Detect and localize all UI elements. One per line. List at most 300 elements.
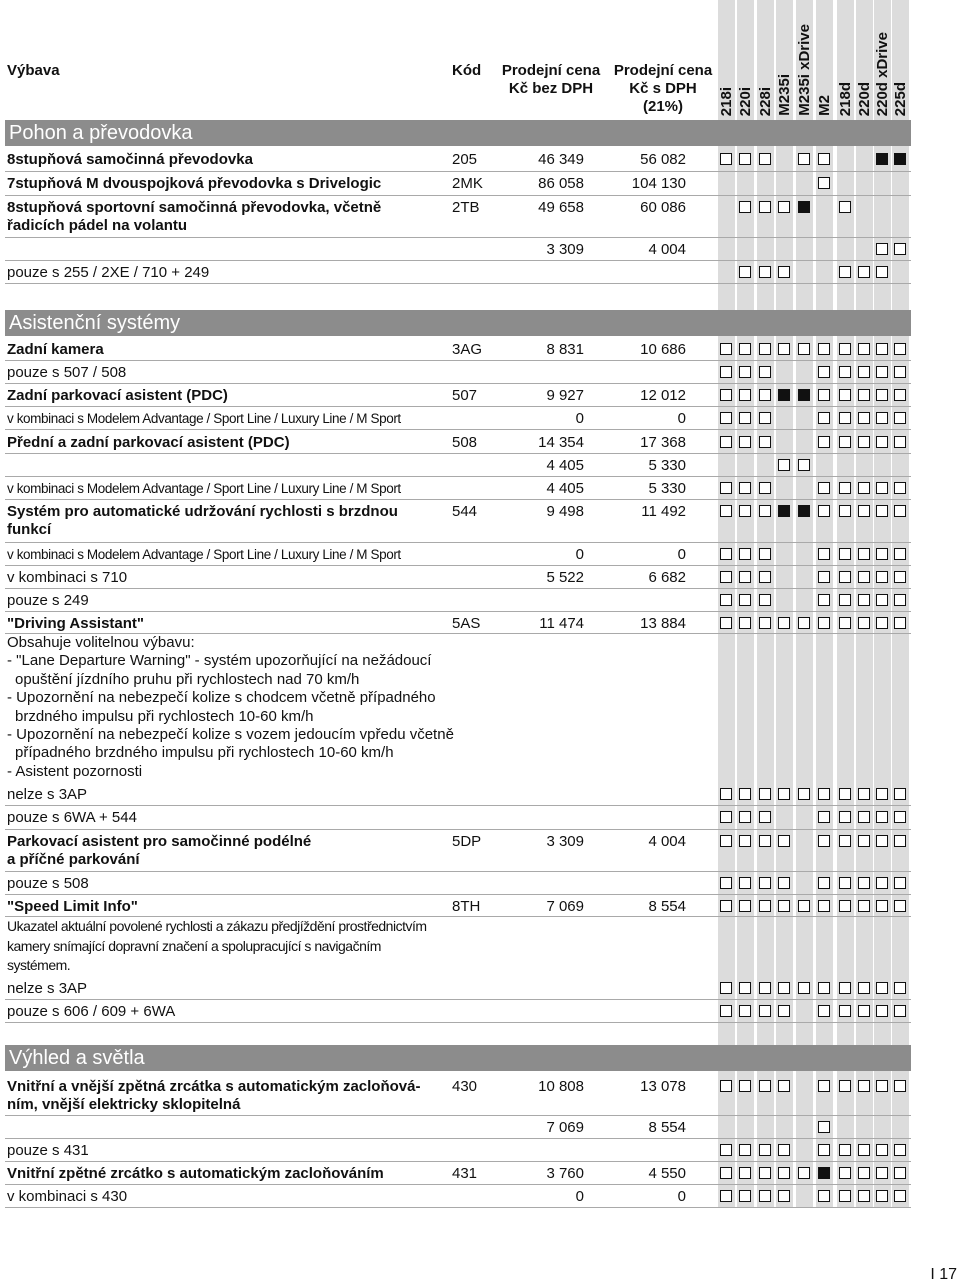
optional-equipment-marker xyxy=(894,389,906,401)
row-label-line1: pouze s 249 xyxy=(7,592,89,609)
table-row xyxy=(5,1162,911,1185)
optional-equipment-marker xyxy=(759,266,771,278)
row-price-without-vat: 5 522 xyxy=(546,569,584,586)
optional-equipment-marker xyxy=(739,343,751,355)
optional-equipment-marker xyxy=(818,900,830,912)
optional-equipment-marker xyxy=(894,482,906,494)
optional-equipment-marker xyxy=(858,594,870,606)
table-row xyxy=(5,261,911,284)
optional-equipment-marker xyxy=(759,571,771,583)
row-divider xyxy=(5,283,911,284)
optional-equipment-marker xyxy=(720,617,732,629)
table-row xyxy=(5,1075,911,1116)
row-label-line1: nelze s 3AP xyxy=(7,786,88,803)
optional-equipment-marker xyxy=(858,877,870,889)
optional-equipment-marker xyxy=(876,389,888,401)
optional-equipment-marker xyxy=(818,412,830,424)
row-price-with-vat: 12 012 xyxy=(640,387,686,404)
table-row xyxy=(5,148,911,172)
row-label xyxy=(7,875,89,893)
optional-equipment-marker xyxy=(876,982,888,994)
row-label xyxy=(7,809,137,827)
optional-equipment-marker xyxy=(818,811,830,823)
row-price-with-vat: 104 130 xyxy=(631,175,686,192)
optional-equipment-marker xyxy=(876,594,888,606)
standard-equipment-marker xyxy=(894,153,906,165)
optional-equipment-marker xyxy=(778,201,790,213)
optional-equipment-marker xyxy=(720,594,732,606)
row-code: 5AS xyxy=(452,615,481,632)
optional-equipment-marker xyxy=(839,366,851,378)
optional-equipment-marker xyxy=(720,811,732,823)
row-code: 431 xyxy=(452,1165,478,1182)
optional-equipment-marker xyxy=(876,266,888,278)
row-label-line1: Vnitřní zpětné zrcátko s automatickým zacloňováním xyxy=(7,1165,384,1182)
optional-equipment-marker xyxy=(778,343,790,355)
optional-equipment-marker xyxy=(798,153,810,165)
optional-equipment-marker xyxy=(739,571,751,583)
optional-equipment-marker xyxy=(839,788,851,800)
optional-equipment-marker xyxy=(739,788,751,800)
standard-equipment-marker xyxy=(818,1167,830,1179)
row-divider xyxy=(5,1022,911,1023)
driving-assistant-description xyxy=(7,634,454,781)
optional-equipment-marker xyxy=(876,366,888,378)
row-code: 8TH xyxy=(452,898,481,915)
model-label-text: 220d xyxy=(856,81,873,116)
optional-equipment-marker xyxy=(858,343,870,355)
optional-equipment-marker xyxy=(720,788,732,800)
optional-equipment-marker xyxy=(894,982,906,994)
optional-equipment-marker xyxy=(720,366,732,378)
optional-equipment-marker xyxy=(759,1080,771,1092)
optional-equipment-marker xyxy=(739,366,751,378)
optional-equipment-marker xyxy=(739,482,751,494)
optional-equipment-marker xyxy=(720,389,732,401)
optional-equipment-marker xyxy=(894,243,906,255)
optional-equipment-marker xyxy=(759,1005,771,1017)
optional-equipment-marker xyxy=(876,436,888,448)
row-label xyxy=(7,1142,89,1160)
row-price-without-vat: 11 474 xyxy=(539,615,584,632)
row-price-with-vat: 0 xyxy=(677,1188,686,1205)
optional-equipment-marker xyxy=(818,1144,830,1156)
optional-equipment-marker xyxy=(894,1144,906,1156)
optional-equipment-marker xyxy=(858,482,870,494)
row-label xyxy=(7,175,381,193)
optional-equipment-marker xyxy=(876,617,888,629)
table-row xyxy=(5,338,911,361)
row-label-line1: Vnitřní a vnější zpětná zrcátka s automatickým zacloňová- xyxy=(7,1078,421,1095)
header-price-without-vat xyxy=(498,62,604,98)
table-row xyxy=(5,566,911,589)
optional-equipment-marker xyxy=(858,1005,870,1017)
note-line: - "Lane Departure Warning" - systém upozorňující na nežádoucí xyxy=(7,652,432,670)
row-label-line1: Systém pro automatické udržování rychlosti s brzdnou xyxy=(7,503,398,520)
row-code: 3AG xyxy=(452,341,483,358)
optional-equipment-marker xyxy=(876,243,888,255)
optional-equipment-marker xyxy=(894,412,906,424)
optional-equipment-marker xyxy=(858,835,870,847)
optional-equipment-marker xyxy=(876,811,888,823)
model-label-text: 220i xyxy=(737,86,754,116)
optional-equipment-marker xyxy=(720,1144,732,1156)
optional-equipment-marker xyxy=(839,1167,851,1179)
row-label-line2: funkcí xyxy=(7,521,52,538)
optional-equipment-marker xyxy=(839,1190,851,1202)
row-price-without-vat: 9 927 xyxy=(546,387,584,404)
row-price-with-vat: 10 686 xyxy=(640,341,686,358)
optional-equipment-marker xyxy=(778,1080,790,1092)
table-row xyxy=(5,431,911,454)
optional-equipment-marker xyxy=(818,505,830,517)
optional-equipment-marker xyxy=(778,617,790,629)
optional-equipment-marker xyxy=(759,505,771,517)
optional-equipment-marker xyxy=(858,617,870,629)
optional-equipment-marker xyxy=(876,548,888,560)
optional-equipment-marker xyxy=(894,505,906,517)
optional-equipment-marker xyxy=(858,266,870,278)
row-label-line1: pouze s 6WA + 544 xyxy=(7,809,137,826)
optional-equipment-marker xyxy=(858,1080,870,1092)
optional-equipment-marker xyxy=(818,366,830,378)
table-row xyxy=(5,1116,911,1139)
header-price-with-vat-line3: (21%) xyxy=(642,98,683,115)
optional-equipment-marker xyxy=(720,982,732,994)
optional-equipment-marker xyxy=(759,788,771,800)
optional-equipment-marker xyxy=(818,1005,830,1017)
optional-equipment-marker xyxy=(720,1080,732,1092)
optional-equipment-marker xyxy=(894,1167,906,1179)
table-row xyxy=(5,977,911,1000)
optional-equipment-marker xyxy=(720,482,732,494)
row-label xyxy=(7,1188,127,1206)
optional-equipment-marker xyxy=(739,412,751,424)
optional-equipment-marker xyxy=(739,201,751,213)
row-price-with-vat: 5 330 xyxy=(648,457,686,474)
row-price-without-vat: 14 354 xyxy=(538,434,584,451)
optional-equipment-marker xyxy=(818,177,830,189)
optional-equipment-marker xyxy=(839,505,851,517)
optional-equipment-marker xyxy=(858,436,870,448)
row-label xyxy=(7,480,401,498)
optional-equipment-marker xyxy=(818,877,830,889)
optional-equipment-marker xyxy=(876,877,888,889)
row-price-without-vat: 0 xyxy=(575,546,584,563)
optional-equipment-marker xyxy=(720,900,732,912)
optional-equipment-marker xyxy=(720,571,732,583)
table-row xyxy=(5,1185,911,1208)
optional-equipment-marker xyxy=(759,900,771,912)
note-line: - Upozornění na nebezpečí kolize s vozem jedoucím vpředu včetně xyxy=(7,726,454,744)
row-code: 508 xyxy=(452,434,478,451)
optional-equipment-marker xyxy=(720,1167,732,1179)
table-row xyxy=(5,172,911,196)
row-divider xyxy=(5,429,911,430)
note-line: - Asistent pozornosti xyxy=(7,762,143,780)
optional-equipment-marker xyxy=(894,617,906,629)
row-label-line1: v kombinaci s Modelem Advantage / Sport Line / Luxury Line / M Sport xyxy=(7,411,401,426)
optional-equipment-marker xyxy=(739,266,751,278)
table-row xyxy=(5,361,911,384)
optional-equipment-marker xyxy=(759,1167,771,1179)
row-label-line1: v kombinaci s Modelem Advantage / Sport Line / Luxury Line / M Sport xyxy=(7,481,401,496)
optional-equipment-marker xyxy=(894,1005,906,1017)
optional-equipment-marker xyxy=(818,1121,830,1133)
row-price-without-vat: 8 831 xyxy=(546,341,584,358)
optional-equipment-marker xyxy=(818,343,830,355)
note-line: případného brzdného impulsu při rychlostech 10-60 km/h xyxy=(15,744,394,762)
model-label-text: 218d xyxy=(837,81,854,116)
optional-equipment-marker xyxy=(818,548,830,560)
optional-equipment-marker xyxy=(876,412,888,424)
row-price-with-vat: 13 884 xyxy=(640,615,686,632)
row-label xyxy=(7,1165,384,1183)
optional-equipment-marker xyxy=(858,548,870,560)
optional-equipment-marker xyxy=(876,1167,888,1179)
optional-equipment-marker xyxy=(818,617,830,629)
row-price-with-vat: 6 682 xyxy=(648,569,686,586)
row-label xyxy=(7,786,87,804)
note-line: systémem. xyxy=(7,957,71,973)
row-label-line1: pouze s 507 / 508 xyxy=(7,364,127,381)
optional-equipment-marker xyxy=(720,1005,732,1017)
row-code: 507 xyxy=(452,387,478,404)
row-label-line1: Zadní kamera xyxy=(7,341,104,358)
optional-equipment-marker xyxy=(739,1144,751,1156)
optional-equipment-marker xyxy=(739,811,751,823)
row-label xyxy=(7,569,127,587)
optional-equipment-marker xyxy=(876,1080,888,1092)
row-price-with-vat: 17 368 xyxy=(640,434,686,451)
optional-equipment-marker xyxy=(759,201,771,213)
row-code: 205 xyxy=(452,151,478,168)
optional-equipment-marker xyxy=(894,877,906,889)
row-label-line2: ním, vnější elektricky sklopitelná xyxy=(7,1096,241,1113)
optional-equipment-marker xyxy=(839,811,851,823)
optional-equipment-marker xyxy=(818,389,830,401)
standard-equipment-marker xyxy=(778,505,790,517)
row-label xyxy=(7,434,290,452)
table-row xyxy=(5,783,911,806)
row-label xyxy=(7,410,401,428)
optional-equipment-marker xyxy=(739,877,751,889)
optional-equipment-marker xyxy=(876,1005,888,1017)
model-label-text: M2 xyxy=(816,95,833,116)
optional-equipment-marker xyxy=(839,389,851,401)
row-label-line1: Parkovací asistent pro samočinné podélné xyxy=(7,833,312,850)
optional-equipment-marker xyxy=(839,201,851,213)
optional-equipment-marker xyxy=(739,505,751,517)
table-row xyxy=(5,384,911,407)
optional-equipment-marker xyxy=(798,900,810,912)
optional-equipment-marker xyxy=(894,1080,906,1092)
optional-equipment-marker xyxy=(839,482,851,494)
optional-equipment-marker xyxy=(839,266,851,278)
model-label xyxy=(737,0,754,118)
row-label xyxy=(7,898,138,916)
model-label xyxy=(837,0,854,118)
optional-equipment-marker xyxy=(894,835,906,847)
row-price-with-vat: 4 004 xyxy=(648,241,686,258)
optional-equipment-marker xyxy=(778,835,790,847)
optional-equipment-marker xyxy=(894,343,906,355)
optional-equipment-marker xyxy=(818,153,830,165)
section-header-vyhled: Výhled a světla xyxy=(5,1045,911,1071)
optional-equipment-marker xyxy=(839,982,851,994)
row-label-line1: pouze s 431 xyxy=(7,1142,89,1159)
optional-equipment-marker xyxy=(720,343,732,355)
optional-equipment-marker xyxy=(858,412,870,424)
optional-equipment-marker xyxy=(818,982,830,994)
table-row xyxy=(5,196,911,238)
standard-equipment-marker xyxy=(876,153,888,165)
row-price-with-vat: 0 xyxy=(677,410,686,427)
row-label-line1: pouze s 508 xyxy=(7,875,89,892)
optional-equipment-marker xyxy=(839,412,851,424)
optional-equipment-marker xyxy=(778,900,790,912)
row-price-with-vat: 4 004 xyxy=(648,833,686,850)
header-price-with-vat-line2: Kč s DPH xyxy=(629,80,697,97)
standard-equipment-marker xyxy=(798,201,810,213)
optional-equipment-marker xyxy=(818,788,830,800)
row-price-without-vat: 0 xyxy=(575,410,584,427)
optional-equipment-marker xyxy=(858,1144,870,1156)
row-price-without-vat: 3 760 xyxy=(546,1165,584,1182)
page-number: I 17 xyxy=(930,1266,957,1283)
optional-equipment-marker xyxy=(858,1190,870,1202)
row-price-with-vat: 4 550 xyxy=(648,1165,686,1182)
optional-equipment-marker xyxy=(858,982,870,994)
optional-equipment-marker xyxy=(858,811,870,823)
optional-equipment-marker xyxy=(876,835,888,847)
row-price-with-vat: 11 492 xyxy=(641,503,686,520)
optional-equipment-marker xyxy=(720,877,732,889)
table-row xyxy=(5,612,911,634)
optional-equipment-marker xyxy=(720,436,732,448)
section-header-asistent: Asistenční systémy xyxy=(5,310,911,336)
optional-equipment-marker xyxy=(839,617,851,629)
optional-equipment-marker xyxy=(894,788,906,800)
optional-equipment-marker xyxy=(858,571,870,583)
optional-equipment-marker xyxy=(759,548,771,560)
model-label-text: M235i xyxy=(776,74,793,116)
table-row xyxy=(5,830,911,872)
optional-equipment-marker xyxy=(778,266,790,278)
row-label xyxy=(7,503,398,539)
row-price-without-vat: 0 xyxy=(575,1188,584,1205)
row-divider xyxy=(5,1207,911,1208)
optional-equipment-marker xyxy=(818,1080,830,1092)
row-price-with-vat: 8 554 xyxy=(648,1119,686,1136)
row-price-with-vat: 5 330 xyxy=(648,480,686,497)
standard-equipment-marker xyxy=(798,389,810,401)
section-header-pohon: Pohon a převodovka xyxy=(5,120,911,146)
header-price-with-vat xyxy=(610,62,716,116)
row-price-without-vat: 10 808 xyxy=(538,1078,584,1095)
header-vybava: Výbava xyxy=(7,62,60,79)
model-label-text: M235i xDrive xyxy=(796,24,813,116)
model-label xyxy=(816,0,833,118)
optional-equipment-marker xyxy=(858,900,870,912)
model-label-text: 228i xyxy=(757,86,774,116)
optional-equipment-marker xyxy=(839,343,851,355)
optional-equipment-marker xyxy=(839,436,851,448)
row-label-line1: Zadní parkovací asistent (PDC) xyxy=(7,387,228,404)
optional-equipment-marker xyxy=(759,877,771,889)
optional-equipment-marker xyxy=(818,1190,830,1202)
optional-equipment-marker xyxy=(894,436,906,448)
optional-equipment-marker xyxy=(739,900,751,912)
row-price-without-vat: 7 069 xyxy=(546,898,584,915)
row-label-line1: 7stupňová M dvouspojková převodovka s Drivelogic xyxy=(7,175,382,192)
row-label xyxy=(7,264,209,282)
optional-equipment-marker xyxy=(839,900,851,912)
row-price-without-vat: 9 498 xyxy=(546,503,584,520)
table-row xyxy=(5,895,911,917)
model-label-text: 220d xDrive xyxy=(874,31,891,116)
row-label-line1: nelze s 3AP xyxy=(7,980,88,997)
optional-equipment-marker xyxy=(876,788,888,800)
standard-equipment-marker xyxy=(798,505,810,517)
row-label xyxy=(7,833,311,869)
table-row xyxy=(5,1139,911,1162)
optional-equipment-marker xyxy=(759,617,771,629)
model-label-text: 225d xyxy=(892,81,909,116)
row-price-without-vat: 3 309 xyxy=(546,833,584,850)
optional-equipment-marker xyxy=(759,343,771,355)
row-code: 5DP xyxy=(452,833,482,850)
row-price-without-vat: 86 058 xyxy=(538,175,584,192)
optional-equipment-marker xyxy=(818,482,830,494)
row-label-line1: pouze s 255 / 2XE / 710 + 249 xyxy=(7,264,210,281)
optional-equipment-marker xyxy=(778,877,790,889)
optional-equipment-marker xyxy=(798,459,810,471)
optional-equipment-marker xyxy=(720,412,732,424)
row-label-line1: v kombinaci s 710 xyxy=(7,569,128,586)
optional-equipment-marker xyxy=(839,571,851,583)
standard-equipment-marker xyxy=(778,389,790,401)
row-price-with-vat: 56 082 xyxy=(640,151,686,168)
optional-equipment-marker xyxy=(839,1080,851,1092)
optional-equipment-marker xyxy=(876,1190,888,1202)
row-code: 430 xyxy=(452,1078,478,1095)
optional-equipment-marker xyxy=(759,366,771,378)
row-price-with-vat: 8 554 xyxy=(648,898,686,915)
optional-equipment-marker xyxy=(858,366,870,378)
optional-equipment-marker xyxy=(876,1144,888,1156)
optional-equipment-marker xyxy=(894,811,906,823)
optional-equipment-marker xyxy=(739,1005,751,1017)
optional-equipment-marker xyxy=(759,412,771,424)
table-row xyxy=(5,238,911,261)
optional-equipment-marker xyxy=(876,343,888,355)
optional-equipment-marker xyxy=(839,594,851,606)
table-row xyxy=(5,407,911,430)
row-code: 544 xyxy=(452,503,478,520)
optional-equipment-marker xyxy=(739,1190,751,1202)
model-label xyxy=(796,0,813,118)
row-label-line1: v kombinaci s 430 xyxy=(7,1188,128,1205)
optional-equipment-marker xyxy=(839,877,851,889)
optional-equipment-marker xyxy=(739,594,751,606)
row-label-line1: 8stupňová samočinná převodovka xyxy=(7,151,253,168)
optional-equipment-marker xyxy=(894,1190,906,1202)
table-row xyxy=(5,589,911,612)
table-row xyxy=(5,806,911,830)
optional-equipment-marker xyxy=(798,1167,810,1179)
header-price-without-vat-line1: Prodejní cena xyxy=(501,62,601,79)
